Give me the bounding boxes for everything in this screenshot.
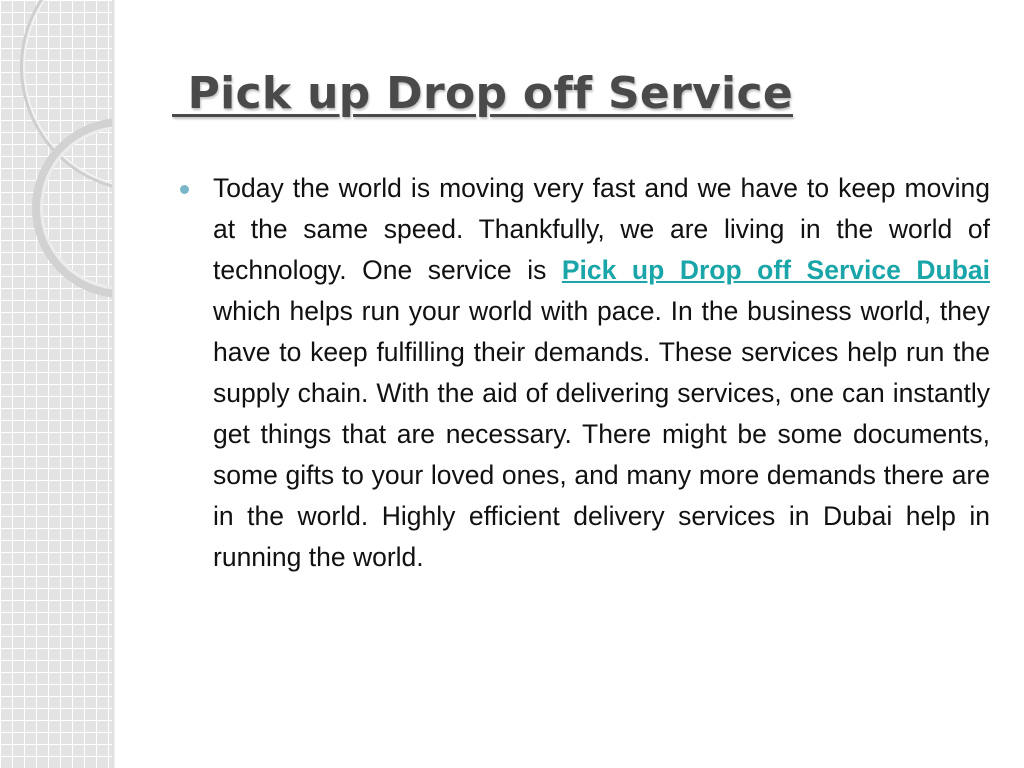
decorative-grid-strip <box>0 0 112 768</box>
pick-up-drop-off-service-link[interactable]: Pick up Drop off Service Dubai <box>561 255 990 285</box>
strip-edge-divider <box>112 0 115 768</box>
decorative-ring-middle <box>32 118 112 298</box>
paragraph-text-after-link: which helps run your world with pace. In the business world, they have to keep fulfilling their demands. These services help run the supply chain. With the aid of delivering services, one can instantly get things that are necessary. There might be some documents, some gifts to your loved ones, and many more demands there are in the world. Highly efficient delivery services in Dubai help in running the world. <box>213 296 990 572</box>
bullet-dot-icon <box>180 185 189 194</box>
bullet-list <box>180 168 990 578</box>
paragraph-text-before-link: Today the world is moving very fast and we have to keep moving at the same speed. Thankfully, we are living in the world of technology. One service is <box>213 173 990 285</box>
slide-title: Pick up Drop off Service <box>172 68 793 119</box>
bullet-paragraph <box>180 168 990 578</box>
